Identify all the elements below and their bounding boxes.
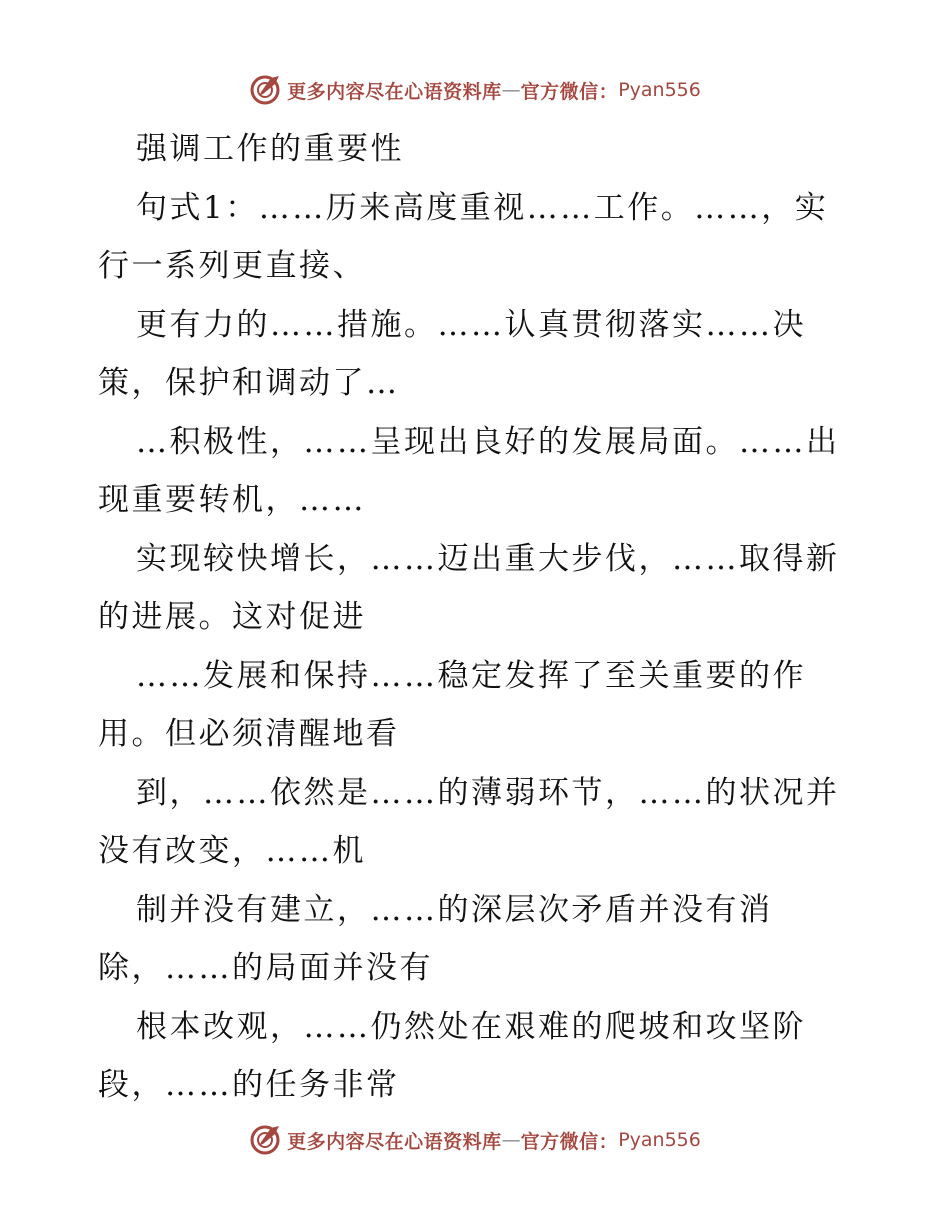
- body-line: 根本改观，……仍然处在艰难的爬坡和攻坚阶: [136, 1008, 806, 1045]
- body-line: 除，……的局面并没有: [98, 950, 433, 986]
- body-line: 没有改变，……机: [98, 833, 366, 869]
- watermark-contact-id: Pyan556: [618, 79, 701, 101]
- watermark-dash: —: [501, 1129, 521, 1151]
- watermark-header: [0, 70, 950, 110]
- body-line: 行一系列更直接、: [98, 248, 366, 284]
- quill-logo-icon: [249, 1124, 281, 1156]
- body-line: 现重要转机，……: [98, 482, 366, 518]
- body-line: 策，保护和调动了…: [98, 365, 400, 401]
- watermark-contact-id: Pyan556: [618, 1129, 701, 1151]
- body-line: 更有力的……措施。……认真贯彻落实……决: [136, 306, 806, 343]
- watermark-text: 更多内容尽在心语资料库: [287, 1130, 502, 1153]
- body-line: …积极性，……呈现出良好的发展局面。……出: [136, 423, 840, 460]
- body-line: 句式1：……历来高度重视……工作。……，实: [136, 189, 829, 226]
- watermark-contact-label: 官方微信：: [520, 80, 619, 103]
- document-body: [98, 120, 858, 1115]
- body-line: 实现较快增长，……迈出重大步伐，……取得新: [136, 540, 840, 577]
- quill-logo-icon: [249, 74, 281, 106]
- watermark-text: 更多内容尽在心语资料库: [287, 80, 502, 103]
- watermark-footer: [0, 1120, 950, 1160]
- body-line: 制并没有建立，……的深层次矛盾并没有消: [136, 891, 773, 928]
- body-line: ……发展和保持……稳定发挥了至关重要的作: [136, 657, 806, 694]
- section-heading: 强调工作的重要性: [136, 131, 404, 167]
- watermark-dash: —: [501, 79, 521, 101]
- body-line: 到，……依然是……的薄弱环节，……的状况并: [136, 774, 840, 811]
- body-line: 段，……的任务非常: [98, 1067, 400, 1103]
- watermark-contact-label: 官方微信：: [520, 1130, 619, 1153]
- body-line: 用。但必须清醒地看: [98, 716, 400, 752]
- body-line: 的进展。这对促进: [98, 599, 366, 635]
